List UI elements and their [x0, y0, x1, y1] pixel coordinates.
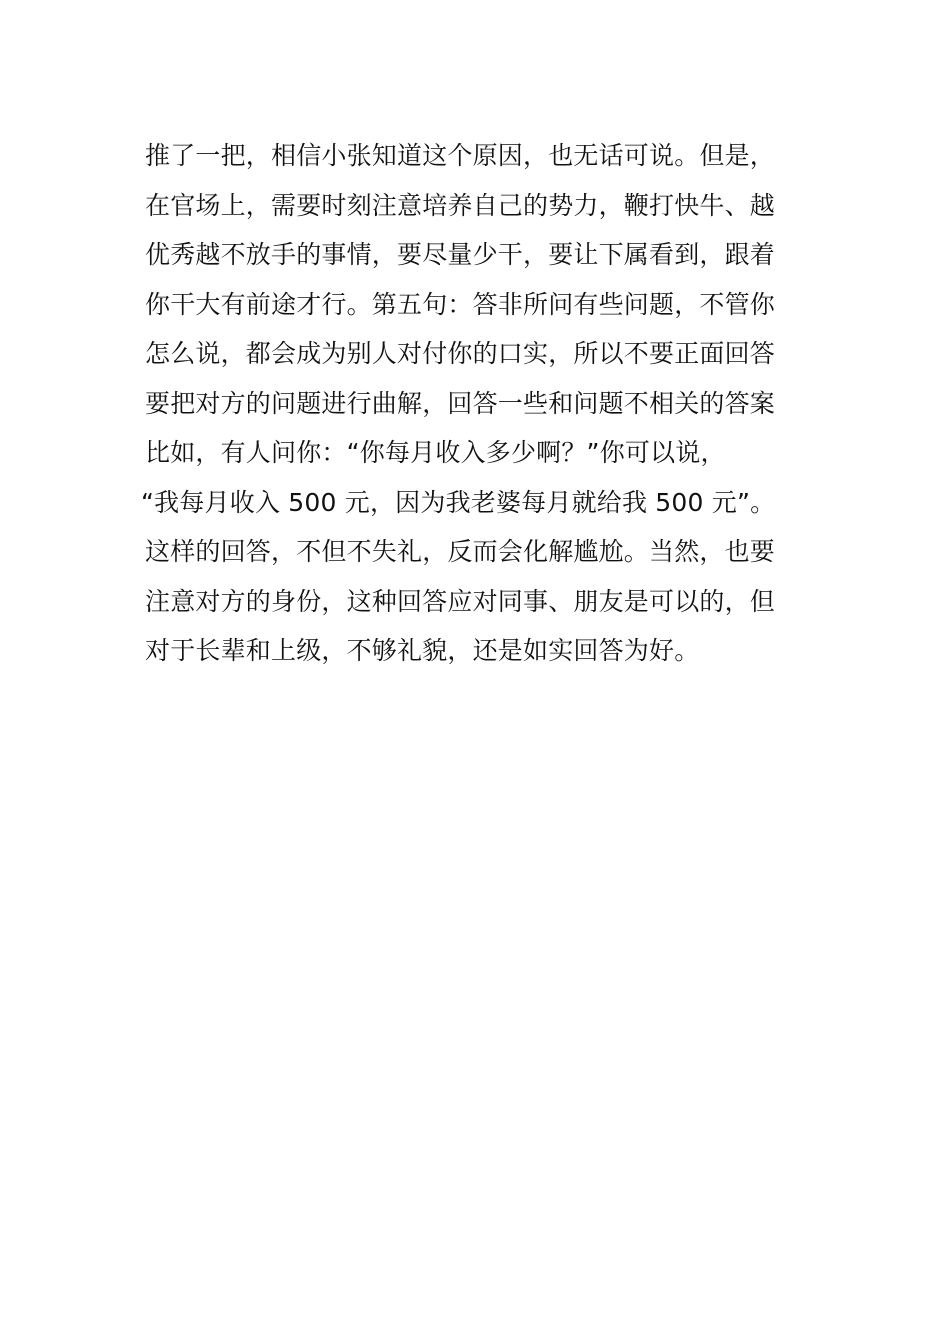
text-line-10: 注意对方的身份，这种回答应对同事、朋友是可以的，但	[145, 586, 776, 616]
text-line-9: 这样的回答，不但不失礼，反而会化解尴尬。当然，也要	[145, 537, 776, 566]
text-line-6: 要把对方的问题进行曲解，回答一些和问题不相关的答案	[145, 388, 776, 418]
text-line-1: 推了一把，相信小张知道这个原因，也无话可说。但是，	[145, 141, 776, 170]
text-line-2: 在官场上，需要时刻注意培养自己的势力，鞭打快牛、越	[145, 190, 776, 220]
text-line-3: 优秀越不放手的事情，要尽量少干，要让下属看到，跟着	[145, 240, 776, 269]
text-line-11: 对于长辈和上级，不够礼貌，还是如实回答为好。	[145, 636, 700, 665]
body-text	[141, 131, 810, 676]
text-line-8: “我每月收入 500 元，因为我老婆每月就给我 500 元”。	[141, 487, 776, 517]
text-line-7: 比如，有人问你：“你每月收入多少啊？”你可以说，	[145, 438, 726, 467]
text-line-5: 怎么说，都会成为别人对付你的口实，所以不要正面回答	[145, 339, 776, 368]
text-line-4: 你干大有前途才行。第五句：答非所问有些问题，不管你	[145, 289, 776, 319]
